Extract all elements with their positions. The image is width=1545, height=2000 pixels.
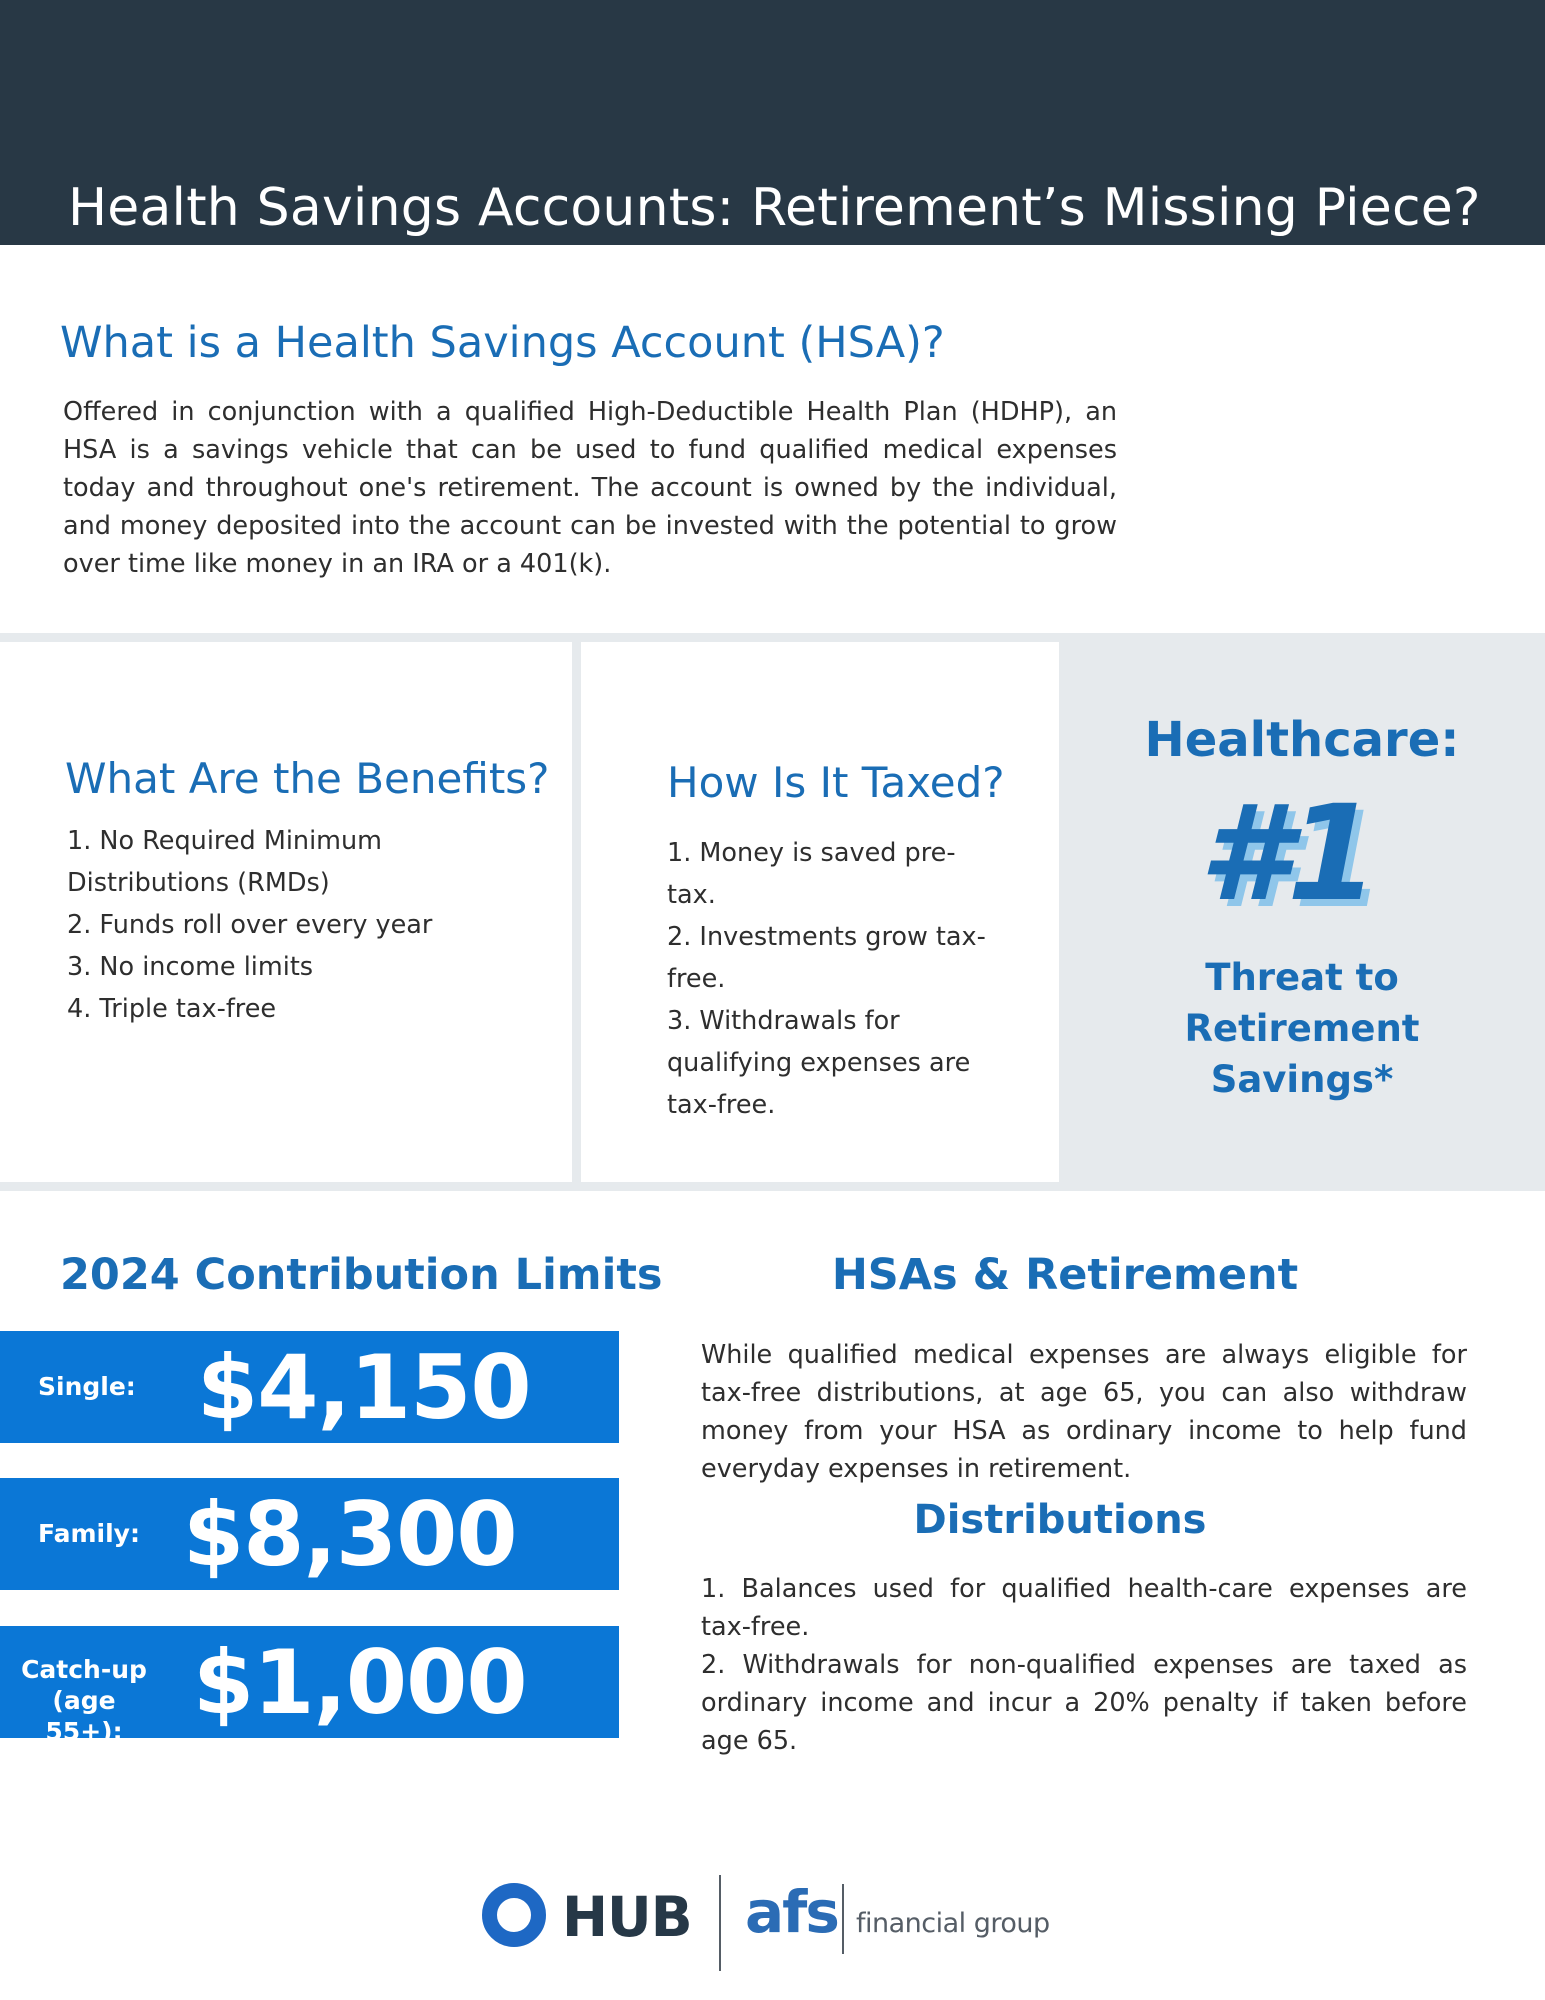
limit-row-catchup xyxy=(0,1626,619,1746)
afs-logo: afs xyxy=(745,1878,838,1946)
list-item: 1. Balances used for qualified health-care expenses are tax-free. xyxy=(701,1574,1467,1642)
distributions-title: Distributions xyxy=(913,1497,1207,1543)
intro-title: What is a Health Savings Account (HSA)? xyxy=(60,318,945,368)
taxed-list xyxy=(667,832,987,1126)
benefits-title: What Are the Benefits? xyxy=(65,754,550,803)
limit-amount: $4,150 xyxy=(197,1336,531,1439)
limits-title: 2024 Contribution Limits xyxy=(60,1250,663,1300)
limit-label: Family: xyxy=(38,1519,140,1548)
limit-label: Catch-up (age 55+): xyxy=(21,1655,147,1746)
list-item: 2. Investments grow tax-free. xyxy=(667,922,986,994)
list-item: 4. Triple tax-free xyxy=(67,994,277,1024)
list-item: 1. Money is saved pre-tax. xyxy=(667,838,956,910)
list-item: 3. No income limits xyxy=(67,952,314,982)
intro-text: Offered in conjunction with a qualified High-Deductible Health Plan (HDHP), an HSA is a savings vehicle that can be used to fund qualified medical expenses today and throughout one's retirement. The account is owned by the individual, and money deposited into the account can be invested with the potential to grow over time like money in an IRA or a 401(k). xyxy=(63,397,1117,579)
healthcare-panel xyxy=(1059,642,1545,1182)
header-banner xyxy=(0,0,1545,245)
taxed-panel xyxy=(581,642,1059,1182)
afs-tagline: financial group xyxy=(856,1908,1050,1939)
hub-logo: HUB xyxy=(562,1885,692,1949)
list-item: 1. No Required Minimum Distributions (RMDs) xyxy=(67,826,382,898)
retirement-text: While qualified medical expenses are always eligible for tax-free distributions, at age 65, you can also withdraw money from your HSA as ordinary income to help fund everyday expenses in retirement. xyxy=(701,1340,1467,1484)
limit-row-family xyxy=(0,1478,619,1590)
threat-rank-number: #1 xyxy=(1199,777,1375,931)
limit-amount: $8,300 xyxy=(183,1483,517,1586)
limit-amount: $1,000 xyxy=(193,1631,527,1734)
taxed-title: How Is It Taxed? xyxy=(667,758,1005,807)
benefits-list xyxy=(67,820,537,1030)
benefits-panel xyxy=(0,642,572,1182)
hub-logo-ring-icon xyxy=(482,1883,546,1947)
healthcare-title: Healthcare: xyxy=(1144,712,1460,768)
distributions-list xyxy=(701,1570,1467,1760)
limit-label: Single: xyxy=(38,1372,136,1401)
list-item: 2. Withdrawals for non-qualified expenses are taxed as ordinary income and incur a 20% penalty if taken before age 65. xyxy=(701,1650,1467,1756)
afs-divider xyxy=(842,1884,844,1954)
list-item: 2. Funds roll over every year xyxy=(67,910,433,940)
list-item: 3. Withdrawals for qualifying expenses are tax-free. xyxy=(667,1006,971,1120)
limit-row-single xyxy=(0,1331,619,1443)
retirement-title: HSAs & Retirement xyxy=(831,1250,1299,1300)
logo-divider xyxy=(719,1875,721,1971)
page-title: Health Savings Accounts: Retirement’s Missing Piece? xyxy=(68,178,1481,238)
healthcare-subtitle: Threat to Retirement Savings* xyxy=(1184,956,1420,1101)
